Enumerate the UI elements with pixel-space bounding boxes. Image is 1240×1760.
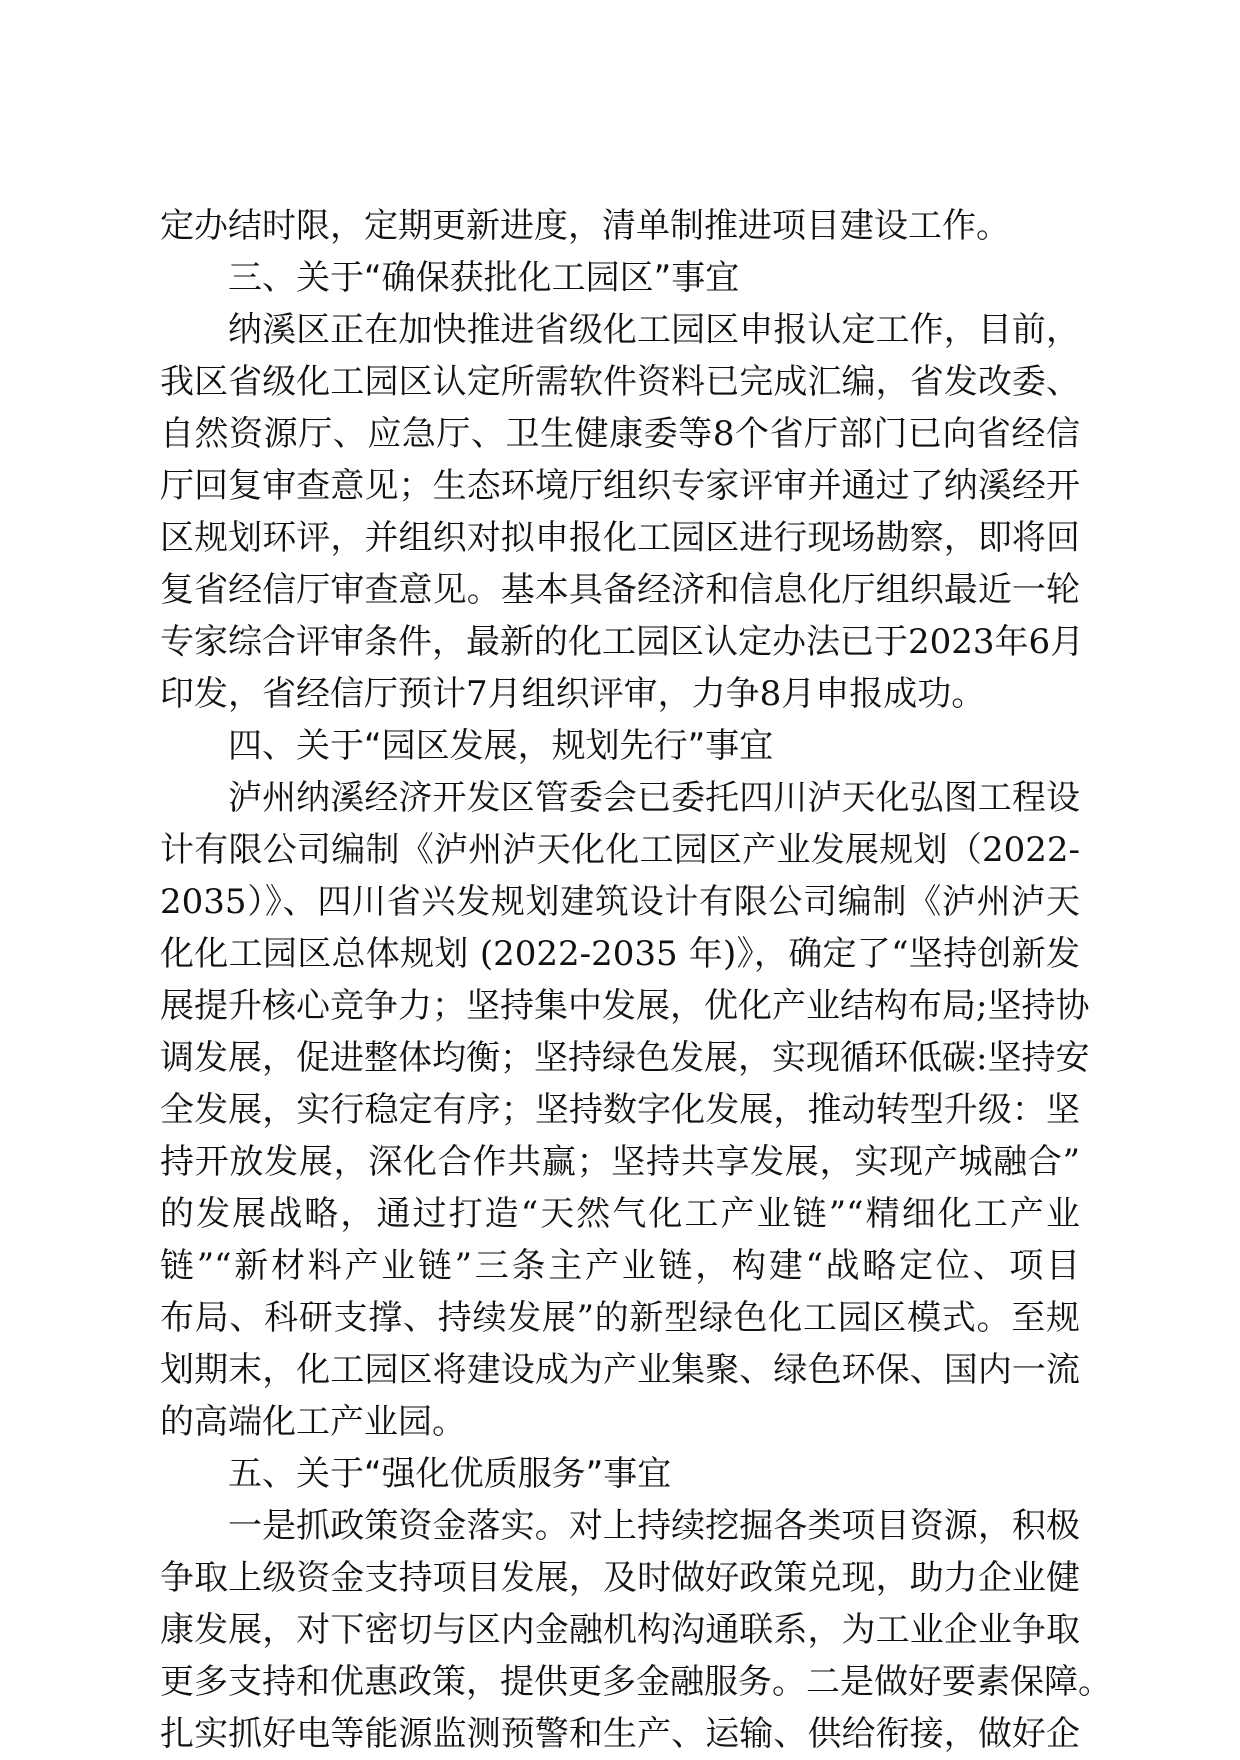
text-line: 化化工园区总体规划 (2022-2035 年)》，确定了“坚持创新发 <box>160 934 1080 974</box>
text-line: 区规划环评，并组织对拟申报化工园区进行现场勘察，即将回 <box>160 518 1080 558</box>
text-line: 调发展，促进整体均衡；坚持绿色发展，实现循环低碳:坚持安 <box>160 1038 1090 1078</box>
text-line: 的高端化工产业园。 <box>160 1402 466 1442</box>
text-line: 印发，省经信厅预计7月组织评审，力争8月申报成功。 <box>160 674 986 714</box>
text-line: 我区省级化工园区认定所需软件资料已完成汇编，省发改委、 <box>160 362 1080 402</box>
text-line-1: 定办结时限，定期更新进度，清单制推进项目建设工作。 <box>160 206 1010 246</box>
text-line: 复省经信厅审查意见。基本具备经济和信息化厅组织最近一轮 <box>160 570 1080 610</box>
paragraph-first-line: 纳溪区正在加快推进省级化工园区申报认定工作，目前， <box>228 310 1080 350</box>
text-line: 争取上级资金支持项目发展，及时做好政策兑现，助力企业健 <box>160 1558 1080 1598</box>
text-line: 2035）》、四川省兴发规划建筑设计有限公司编制《泸州泸天 <box>160 882 1080 922</box>
section-heading-3: 三、关于“确保获批化工园区”事宜 <box>228 258 740 298</box>
text-line: 展提升核心竞争力；坚持集中发展，优化产业结构布局;坚持协 <box>160 986 1090 1026</box>
text-line: 全发展，实行稳定有序；坚持数字化发展，推动转型升级：坚 <box>160 1090 1080 1130</box>
text-line: 扎实抓好电等能源监测预警和生产、运输、供给衔接，做好企 <box>160 1714 1080 1754</box>
section-heading-4: 四、关于“园区发展，规划先行”事宜 <box>228 726 774 766</box>
text-line: 布局、科研支撑、持续发展”的新型绿色化工园区模式。至规 <box>160 1298 1080 1338</box>
text-line: 更多支持和优惠政策，提供更多金融服务。二是做好要素保障。 <box>160 1662 1112 1702</box>
text-line: 专家综合评审条件，最新的化工园区认定办法已于2023年6月 <box>160 622 1085 662</box>
text-line: 划期末，化工园区将建设成为产业集聚、绿色环保、国内一流 <box>160 1350 1080 1390</box>
paragraph-first-line: 泸州纳溪经济开发区管委会已委托四川泸天化弘图工程设 <box>228 778 1080 818</box>
section-heading-5: 五、关于“强化优质服务”事宜 <box>228 1454 672 1494</box>
paragraph-first-line: 一是抓政策资金落实。对上持续挖掘各类项目资源，积极 <box>228 1506 1080 1546</box>
text-line: 自然资源厅、应急厅、卫生健康委等8个省厅部门已向省经信 <box>160 414 1080 454</box>
text-line: 康发展，对下密切与区内金融机构沟通联系，为工业企业争取 <box>160 1610 1080 1650</box>
document-page <box>160 0 1112 1754</box>
text-line: 持开放发展，深化合作共赢；坚持共享发展，实现产城融合” <box>160 1142 1080 1182</box>
text-line: 计有限公司编制《泸州泸天化化工园区产业发展规划（2022- <box>160 830 1080 870</box>
text-line: 的发展战略，通过打造“天然气化工产业链”“精细化工产业 <box>160 1194 1080 1234</box>
text-line: 厅回复审查意见；生态环境厅组织专家评审并通过了纳溪经开 <box>160 466 1080 506</box>
text-line: 链”“新材料产业链”三条主产业链，构建“战略定位、项目 <box>160 1246 1080 1286</box>
